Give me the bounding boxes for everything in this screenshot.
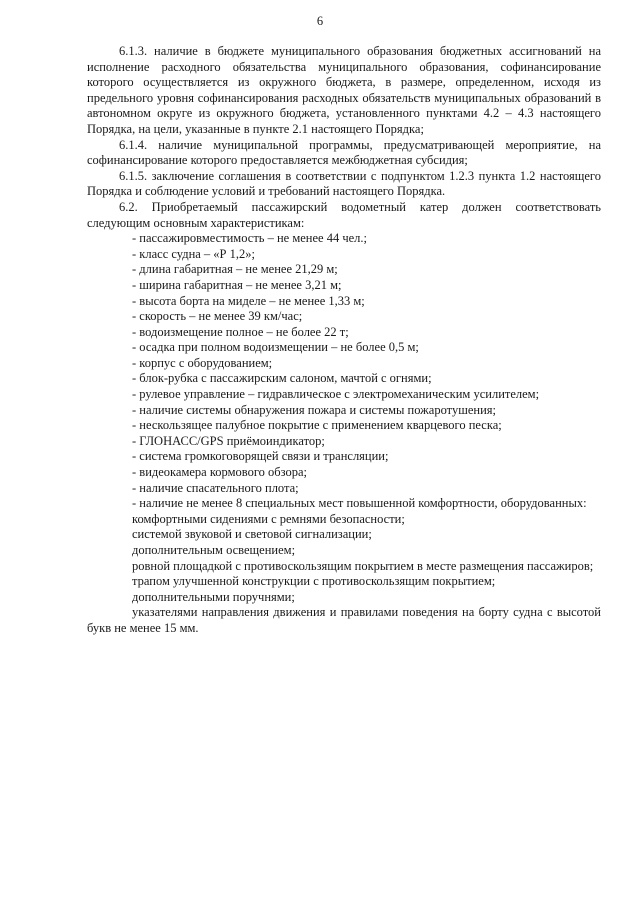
list-item: - нескользящее палубное покрытие с применением кварцевого песка; bbox=[132, 418, 502, 433]
paragraph-6-1-3: 6.1.3. наличие в бюджете муниципального образования бюджетных ассигнований на исполнение расходного обязательства муниципального образования, софинансирование которого осуществляется из окружного бюджета, в размере, определенном, исходя из предельного уровня софинансирования расходных обязательств муниципальных образований в автономном округе из окружного бюджета, установленного пунктами 4.2 – 4.3 настоящего Порядка, на цели, указанные в пункте 2.1 настоящего Порядка; bbox=[87, 44, 601, 136]
list-item: - видеокамера кормового обзора; bbox=[132, 465, 308, 480]
list-item: - скорость – не менее 39 км/час; bbox=[132, 309, 303, 324]
paragraph-6-1-5: 6.1.5. заключение соглашения в соответствии с подпунктом 1.2.3 пункта 1.2 настоящего Порядка и соблюдение условий и требований настоящего Порядка. bbox=[87, 168, 601, 199]
paragraph-6-1-4: 6.1.4. наличие муниципальной программы, предусматривающей мероприятие, на софинансирование которого предоставляется межбюджетная субсидия; bbox=[87, 137, 601, 168]
sub-list-item: системой звуковой и световой сигнализации; bbox=[132, 527, 372, 542]
list-item: - осадка при полном водоизмещении – не более 0,5 м; bbox=[132, 340, 419, 355]
list-item: - водоизмещение полное – не более 22 т; bbox=[132, 324, 349, 339]
list-item: - наличие не менее 8 специальных мест повышенной комфортности, оборудованных: bbox=[132, 496, 587, 511]
document-body bbox=[87, 44, 601, 637]
paragraph-6-2: 6.2. Приобретаемый пассажирский водометный катер должен соответствовать следующим основным характеристикам: bbox=[87, 199, 601, 230]
sub-list-item: указателями направления движения и правилами поведения на борту судна с высотой букв не менее 15 мм. bbox=[87, 605, 601, 635]
sub-list-item: ровной площадкой с противоскользящим покрытием в месте размещения пассажиров; bbox=[132, 558, 594, 573]
list-item: - рулевое управление – гидравлическое с электромеханическим усилителем; bbox=[132, 387, 540, 402]
list-item: - ГЛОНАСС/GPS приёмоиндикатор; bbox=[132, 433, 325, 448]
sub-list-item: трапом улучшенной конструкции с противоскользящим покрытием; bbox=[132, 574, 496, 589]
list-item: - ширина габаритная – не менее 3,21 м; bbox=[132, 277, 342, 292]
list-item: - блок-рубка с пассажирским салоном, мачтой с огнями; bbox=[132, 371, 432, 386]
list-item: - пассажировместимость – не менее 44 чел.; bbox=[132, 231, 368, 246]
sub-list-item: дополнительным освещением; bbox=[132, 543, 296, 557]
list-item: - корпус с оборудованием; bbox=[132, 355, 273, 370]
equipped-with-list bbox=[87, 512, 601, 637]
sub-list-item: комфортными сидениями с ремнями безопасности; bbox=[132, 511, 405, 526]
list-item: - класс судна – «Р 1,2»; bbox=[132, 246, 255, 261]
sub-list-item: дополнительными поручнями; bbox=[132, 589, 295, 604]
list-item: - наличие системы обнаружения пожара и системы пожаротушения; bbox=[132, 402, 496, 417]
list-item: - система громкоговорящей связи и трансляции; bbox=[132, 449, 389, 464]
page-number: 6 bbox=[316, 14, 324, 28]
list-item: - длина габаритная – не менее 21,29 м; bbox=[132, 262, 338, 277]
list-item: - наличие спасательного плота; bbox=[132, 480, 299, 495]
list-item: - высота борта на миделе – не менее 1,33 м; bbox=[132, 293, 365, 308]
characteristics-list bbox=[87, 231, 601, 512]
